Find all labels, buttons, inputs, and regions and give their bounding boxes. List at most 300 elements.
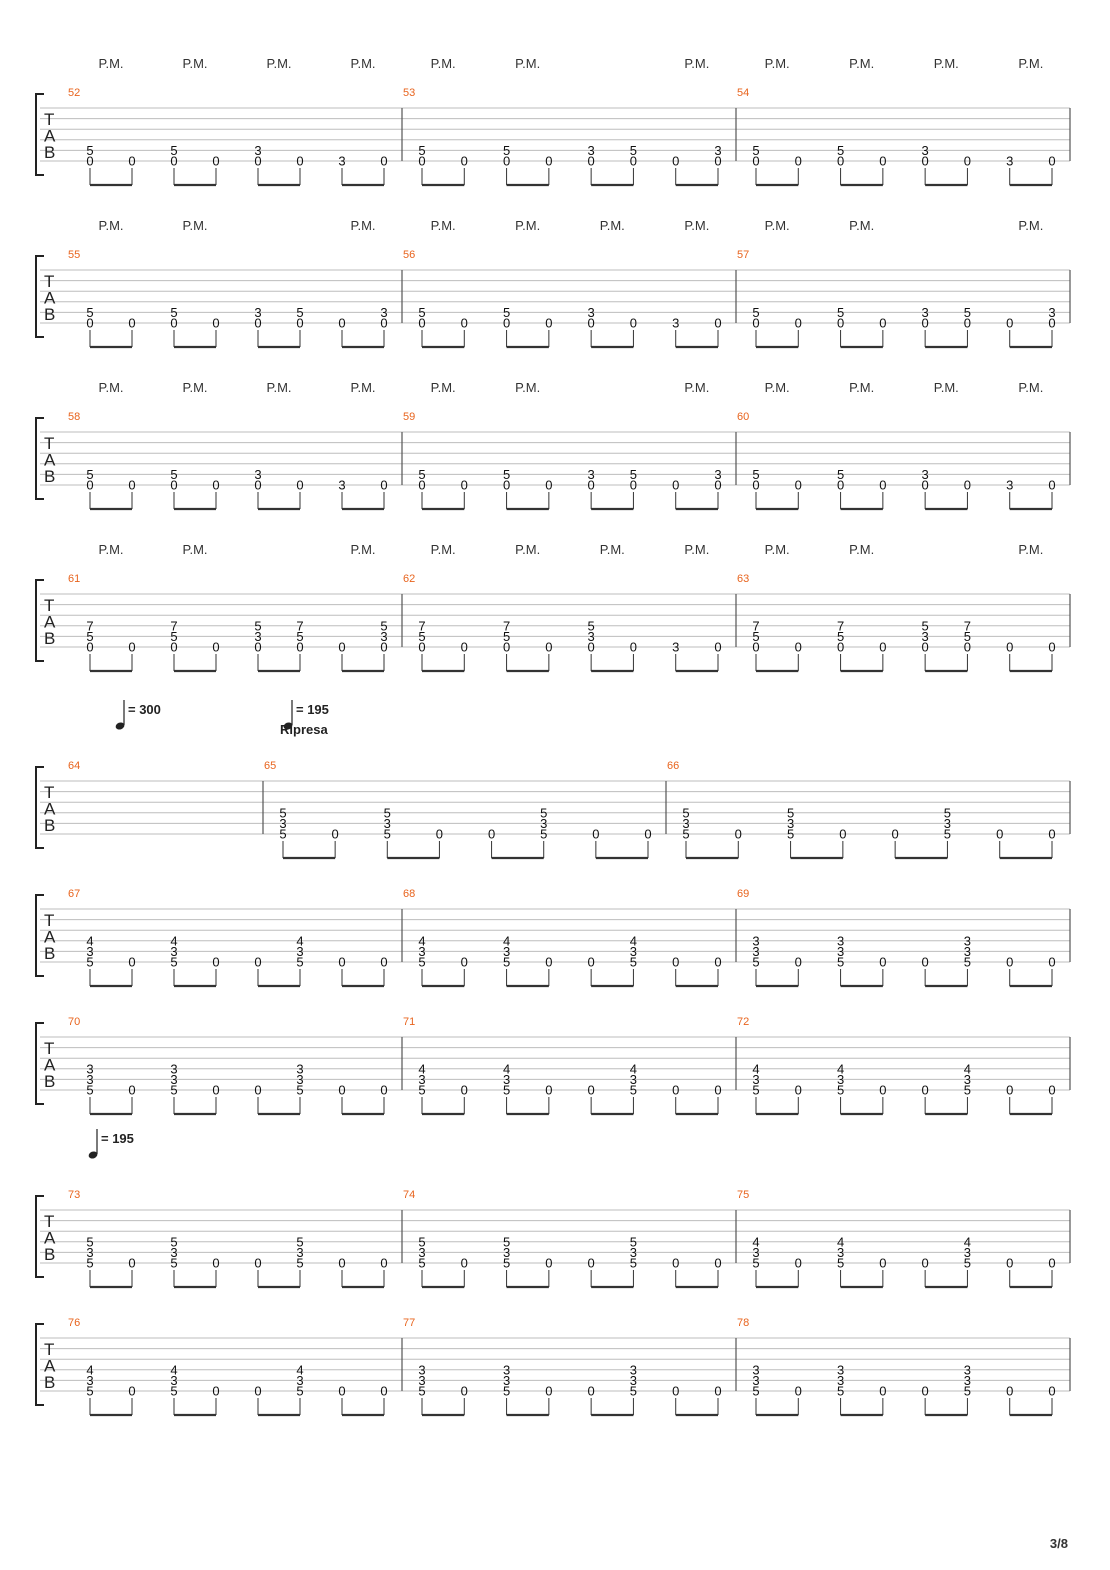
tab-clef-letter: T	[44, 1212, 55, 1231]
palm-mute-mark: P.M.	[350, 380, 376, 395]
tab-clef-letter: B	[44, 629, 56, 648]
fret-number: 4	[296, 1362, 304, 1378]
fret-number: 5	[418, 1383, 426, 1399]
fret-number: 0	[254, 954, 262, 970]
fret-number: 5	[629, 954, 638, 970]
fret-number: 0	[170, 639, 178, 655]
fret-number: 0	[734, 826, 742, 842]
fret-number: 5	[752, 466, 760, 482]
fret-number: 5	[786, 826, 795, 842]
fret-number: 3	[383, 815, 391, 831]
fret-number: 0	[331, 826, 339, 842]
fret-number: 0	[460, 153, 468, 169]
fret-number: 3	[170, 1244, 178, 1260]
fret-number: 5	[752, 1383, 760, 1399]
fret-number: 3	[786, 815, 795, 831]
fret-number: 3	[682, 815, 690, 831]
fret-number: 7	[963, 618, 972, 634]
fret-number: 0	[644, 826, 652, 842]
palm-mute-mark: P.M.	[98, 542, 124, 557]
fret-number: 0	[212, 1383, 220, 1399]
bar-number: 77	[403, 1317, 416, 1329]
tab-clef-letter: A	[44, 1356, 56, 1376]
tab-clef-letter: B	[44, 944, 56, 963]
fret-number: 0	[460, 954, 468, 970]
fret-number: 3	[714, 466, 722, 482]
tab-clef-letter: B	[44, 467, 56, 486]
fret-number: 0	[794, 954, 802, 970]
fret-number: 0	[891, 826, 899, 842]
fret-number: 5	[502, 954, 511, 970]
fret-number: 0	[1006, 1255, 1014, 1271]
fret-number: 3	[752, 933, 760, 949]
fret-number: 5	[296, 304, 304, 320]
fret-number: 0	[879, 954, 887, 970]
fret-number: 0	[380, 1082, 388, 1098]
fret-number: 5	[170, 1082, 178, 1098]
bar-number: 55	[68, 249, 81, 261]
tab-clef-letter: T	[44, 434, 55, 453]
palm-mute-mark: P.M.	[182, 56, 208, 71]
fret-number: 0	[629, 639, 638, 655]
palm-mute-mark: P.M.	[684, 542, 710, 557]
fret-number: 3	[254, 466, 262, 482]
palm-mute-mark: P.M.	[182, 542, 208, 557]
fret-number: 0	[460, 1383, 468, 1399]
fret-number: 0	[545, 477, 553, 493]
fret-number: 3	[502, 1244, 511, 1260]
fret-number: 0	[545, 315, 553, 331]
tab-clef-letter: A	[44, 1228, 56, 1248]
fret-number: 0	[714, 1082, 722, 1098]
palm-mute-mark: P.M.	[764, 56, 790, 71]
palm-mute-mark: P.M.	[1018, 56, 1044, 71]
page-number: 3/8	[1049, 1536, 1068, 1551]
fret-number: 5	[629, 1234, 638, 1250]
fret-number: 0	[380, 639, 388, 655]
system-brace	[36, 1196, 44, 1277]
bar-number: 59	[403, 411, 416, 423]
fret-number: 0	[879, 1383, 887, 1399]
fret-number: 3	[629, 1071, 638, 1087]
palm-mute-mark: P.M.	[1018, 542, 1044, 557]
fret-number: 0	[629, 315, 638, 331]
palm-mute-mark: P.M.	[764, 542, 790, 557]
fret-number: 0	[879, 153, 887, 169]
bar-number: 58	[68, 411, 81, 423]
fret-number: 0	[338, 954, 346, 970]
fret-number: 0	[836, 315, 845, 331]
fret-number: 3	[587, 466, 595, 482]
fret-number: 3	[254, 142, 262, 158]
fret-number: 3	[943, 815, 952, 831]
fret-number: 7	[418, 618, 426, 634]
palm-mute-mark: P.M.	[430, 380, 456, 395]
fret-number: 5	[170, 304, 178, 320]
fret-number: 3	[752, 1362, 760, 1378]
fret-number: 0	[963, 153, 972, 169]
tab-clef-letter: T	[44, 110, 55, 129]
fret-number: 0	[587, 315, 595, 331]
tab-clef-letter: B	[44, 143, 56, 162]
fret-number: 0	[128, 315, 136, 331]
fret-number: 5	[752, 628, 760, 644]
fret-number: 0	[502, 315, 511, 331]
fret-number: 0	[212, 1082, 220, 1098]
fret-number: 3	[752, 943, 760, 959]
fret-number: 3	[418, 1372, 426, 1388]
palm-mute-mark: P.M.	[515, 380, 541, 395]
fret-number: 5	[383, 805, 391, 821]
fret-number: 0	[1048, 315, 1056, 331]
fret-number: 4	[86, 933, 94, 949]
palm-mute-mark: P.M.	[933, 56, 959, 71]
fret-number: 0	[338, 639, 346, 655]
fret-number: 0	[502, 639, 511, 655]
fret-number: 3	[587, 628, 595, 644]
fret-number: 0	[672, 1255, 680, 1271]
bar-number: 53	[403, 87, 416, 99]
fret-number: 5	[752, 1082, 760, 1098]
fret-number: 5	[170, 142, 178, 158]
bar-number: 62	[403, 573, 416, 585]
system-brace	[36, 1023, 44, 1104]
fret-number: 0	[587, 477, 595, 493]
palm-mute-mark: P.M.	[98, 218, 124, 233]
palm-mute-mark: P.M.	[266, 56, 292, 71]
fret-number: 3	[418, 1362, 426, 1378]
fret-number: 4	[752, 1234, 760, 1250]
fret-number: 0	[1048, 1082, 1056, 1098]
palm-mute-mark: P.M.	[684, 218, 710, 233]
tab-clef-letter: B	[44, 1373, 56, 1392]
fret-number: 5	[502, 628, 511, 644]
fret-number: 5	[836, 466, 845, 482]
fret-number: 5	[279, 805, 287, 821]
fret-number: 0	[879, 1082, 887, 1098]
palm-mute-mark: P.M.	[430, 56, 456, 71]
fret-number: 5	[502, 304, 511, 320]
bar-number: 66	[667, 760, 680, 772]
fret-number: 0	[380, 954, 388, 970]
fret-number: 5	[296, 1255, 304, 1271]
fret-number: 3	[963, 1372, 972, 1388]
fret-number: 5	[254, 618, 262, 634]
fret-number: 0	[460, 1082, 468, 1098]
tab-clef-letter: A	[44, 612, 56, 632]
fret-number: 0	[212, 639, 220, 655]
fret-number: 0	[672, 1383, 680, 1399]
palm-mute-mark: P.M.	[1018, 218, 1044, 233]
fret-number: 0	[1006, 315, 1014, 331]
fret-number: 5	[629, 1383, 638, 1399]
fret-number: 0	[460, 1255, 468, 1271]
bar-number: 75	[737, 1189, 750, 1201]
fret-number: 5	[836, 628, 845, 644]
fret-number: 0	[418, 639, 426, 655]
fret-number: 0	[418, 315, 426, 331]
fret-number: 0	[714, 1255, 722, 1271]
system-brace	[36, 1324, 44, 1405]
palm-mute-mark: P.M.	[515, 56, 541, 71]
fret-number: 3	[836, 933, 845, 949]
palm-mute-mark: P.M.	[599, 542, 625, 557]
fret-number: 0	[794, 315, 802, 331]
fret-number: 0	[921, 639, 929, 655]
fret-number: 4	[170, 1362, 178, 1378]
fret-number: 3	[963, 1244, 972, 1260]
fret-number: 3	[170, 1372, 178, 1388]
fret-number: 5	[943, 805, 952, 821]
fret-number: 0	[296, 639, 304, 655]
section-label: Ripresa	[280, 722, 328, 737]
fret-number: 0	[128, 954, 136, 970]
fret-number: 3	[714, 142, 722, 158]
fret-number: 3	[587, 304, 595, 320]
fret-number: 5	[682, 826, 690, 842]
fret-number: 5	[170, 954, 178, 970]
fret-number: 0	[752, 477, 760, 493]
fret-number: 3	[836, 1372, 845, 1388]
fret-number: 5	[86, 1234, 94, 1250]
fret-number: 5	[418, 1082, 426, 1098]
fret-number: 0	[587, 1255, 595, 1271]
fret-number: 3	[254, 304, 262, 320]
bar-number: 52	[68, 87, 81, 99]
fret-number: 0	[170, 315, 178, 331]
bar-number: 78	[737, 1317, 750, 1329]
fret-number: 5	[296, 1383, 304, 1399]
fret-number: 0	[296, 153, 304, 169]
fret-number: 0	[794, 639, 802, 655]
fret-number: 5	[418, 1234, 426, 1250]
fret-number: 3	[921, 628, 929, 644]
fret-number: 3	[836, 943, 845, 959]
fret-number: 0	[502, 477, 511, 493]
fret-number: 0	[592, 826, 600, 842]
palm-mute-mark: P.M.	[684, 380, 710, 395]
fret-number: 5	[963, 1383, 972, 1399]
fret-number: 4	[170, 933, 178, 949]
tempo-marking: = 195	[101, 1131, 134, 1146]
fret-number: 0	[963, 639, 972, 655]
fret-number: 5	[752, 142, 760, 158]
fret-number: 5	[682, 805, 690, 821]
fret-number: 5	[170, 1234, 178, 1250]
fret-number: 5	[86, 304, 94, 320]
fret-number: 4	[418, 933, 426, 949]
fret-number: 0	[714, 153, 722, 169]
palm-mute-mark: P.M.	[266, 380, 292, 395]
fret-number: 3	[587, 142, 595, 158]
tab-clef-letter: A	[44, 799, 56, 819]
fret-number: 0	[296, 315, 304, 331]
fret-number: 5	[921, 618, 929, 634]
fret-number: 3	[86, 1244, 94, 1260]
fret-number: 5	[296, 1234, 304, 1250]
bar-number: 73	[68, 1189, 81, 1201]
fret-number: 0	[545, 1082, 553, 1098]
fret-number: 0	[380, 1383, 388, 1399]
fret-number: 3	[86, 1071, 94, 1087]
fret-number: 3	[380, 628, 388, 644]
fret-number: 0	[545, 153, 553, 169]
fret-number: 0	[380, 477, 388, 493]
fret-number: 0	[996, 826, 1004, 842]
bar-number: 54	[737, 87, 750, 99]
bar-number: 64	[68, 760, 81, 772]
fret-number: 4	[836, 1234, 845, 1250]
palm-mute-mark: P.M.	[430, 218, 456, 233]
fret-number: 0	[836, 153, 845, 169]
fret-number: 3	[629, 1372, 638, 1388]
fret-number: 0	[128, 1383, 136, 1399]
tab-clef-letter: A	[44, 288, 56, 308]
fret-number: 0	[212, 954, 220, 970]
fret-number: 5	[418, 304, 426, 320]
fret-number: 0	[128, 1082, 136, 1098]
fret-number: 5	[502, 142, 511, 158]
fret-number: 0	[296, 477, 304, 493]
fret-number: 0	[836, 477, 845, 493]
fret-number: 0	[254, 1082, 262, 1098]
fret-number: 3	[296, 1372, 304, 1388]
fret-number: 5	[86, 628, 94, 644]
fret-number: 3	[418, 1071, 426, 1087]
fret-number: 3	[629, 943, 638, 959]
fret-number: 5	[963, 1255, 972, 1271]
fret-number: 5	[629, 142, 638, 158]
fret-number: 3	[836, 1071, 845, 1087]
fret-number: 5	[629, 1082, 638, 1098]
palm-mute-mark: P.M.	[182, 380, 208, 395]
fret-number: 3	[254, 628, 262, 644]
fret-number: 7	[86, 618, 94, 634]
bar-number: 63	[737, 573, 750, 585]
fret-number: 3	[672, 639, 680, 655]
fret-number: 5	[296, 954, 304, 970]
fret-number: 5	[836, 304, 845, 320]
fret-number: 5	[836, 954, 845, 970]
fret-number: 0	[128, 639, 136, 655]
tab-clef-letter: T	[44, 1340, 55, 1359]
fret-number: 0	[1006, 1082, 1014, 1098]
palm-mute-mark: P.M.	[182, 218, 208, 233]
palm-mute-mark: P.M.	[98, 56, 124, 71]
fret-number: 0	[794, 153, 802, 169]
fret-number: 0	[921, 315, 929, 331]
bar-number: 69	[737, 888, 750, 900]
fret-number: 5	[86, 142, 94, 158]
fret-number: 0	[587, 954, 595, 970]
fret-number: 5	[752, 1255, 760, 1271]
palm-mute-mark: P.M.	[849, 542, 875, 557]
fret-number: 0	[963, 477, 972, 493]
fret-number: 0	[502, 153, 511, 169]
fret-number: 5	[170, 466, 178, 482]
fret-number: 0	[921, 1082, 929, 1098]
fret-number: 3	[338, 477, 346, 493]
fret-number: 3	[836, 1362, 845, 1378]
bar-number: 65	[264, 760, 277, 772]
fret-number: 0	[672, 1082, 680, 1098]
palm-mute-mark: P.M.	[350, 542, 376, 557]
fret-number: 3	[86, 1372, 94, 1388]
fret-number: 0	[714, 1383, 722, 1399]
system-brace	[36, 767, 44, 848]
fret-number: 0	[1048, 826, 1056, 842]
fret-number: 4	[963, 1061, 972, 1077]
fret-number: 0	[170, 153, 178, 169]
system-brace	[36, 256, 44, 337]
fret-number: 0	[418, 477, 426, 493]
bar-number: 56	[403, 249, 416, 261]
palm-mute-mark: P.M.	[98, 380, 124, 395]
fret-number: 4	[629, 1061, 638, 1077]
fret-number: 0	[1006, 1383, 1014, 1399]
fret-number: 3	[752, 1244, 760, 1260]
fret-number: 0	[254, 639, 262, 655]
fret-number: 5	[502, 1383, 511, 1399]
fret-number: 4	[963, 1234, 972, 1250]
fret-number: 5	[786, 805, 795, 821]
fret-number: 5	[502, 1234, 511, 1250]
fret-number: 3	[921, 142, 929, 158]
fret-number: 0	[487, 826, 496, 842]
fret-number: 4	[86, 1362, 94, 1378]
fret-number: 4	[836, 1061, 845, 1077]
fret-number: 3	[963, 1362, 972, 1378]
palm-mute-mark: P.M.	[350, 56, 376, 71]
fret-number: 0	[672, 477, 680, 493]
fret-number: 0	[714, 477, 722, 493]
fret-number: 3	[279, 815, 287, 831]
fret-number: 0	[587, 1082, 595, 1098]
fret-number: 5	[502, 1082, 511, 1098]
fret-number: 0	[1048, 1383, 1056, 1399]
bar-number: 76	[68, 1317, 81, 1329]
fret-number: 3	[86, 943, 94, 959]
fret-number: 0	[380, 1255, 388, 1271]
fret-number: 5	[170, 1383, 178, 1399]
fret-number: 0	[1048, 954, 1056, 970]
fret-number: 5	[502, 1255, 511, 1271]
palm-mute-mark: P.M.	[764, 218, 790, 233]
fret-number: 0	[212, 477, 220, 493]
system-brace	[36, 94, 44, 175]
fret-number: 0	[752, 639, 760, 655]
fret-number: 0	[587, 153, 595, 169]
fret-number: 0	[212, 153, 220, 169]
fret-number: 7	[836, 618, 845, 634]
fret-number: 0	[435, 826, 444, 842]
palm-mute-mark: P.M.	[515, 218, 541, 233]
fret-number: 5	[418, 954, 426, 970]
fret-number: 7	[752, 618, 760, 634]
fret-number: 3	[338, 153, 346, 169]
fret-number: 5	[943, 826, 952, 842]
fret-number: 3	[502, 1362, 511, 1378]
tab-clef-letter: B	[44, 1245, 56, 1264]
fret-number: 5	[752, 954, 760, 970]
fret-number: 5	[629, 466, 638, 482]
fret-number: 0	[338, 1082, 346, 1098]
fret-number: 0	[921, 1255, 929, 1271]
fret-number: 5	[170, 1255, 178, 1271]
fret-number: 3	[963, 933, 972, 949]
fret-number: 0	[672, 153, 680, 169]
fret-number: 3	[502, 1071, 511, 1087]
